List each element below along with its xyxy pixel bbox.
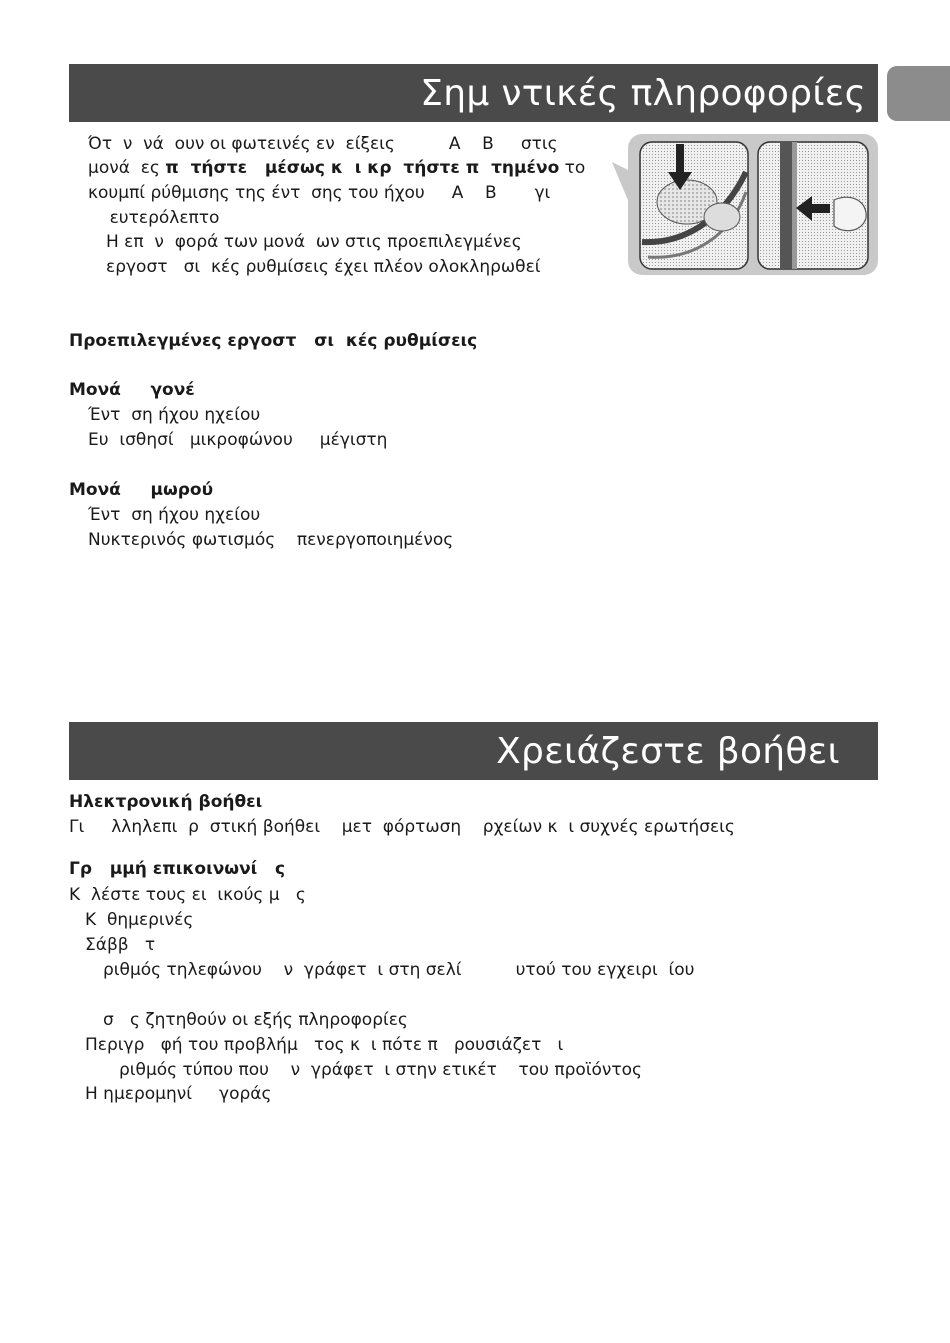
- intro-line-3: κουμπί ρύθμισης της έντ σης του ήχου Α Β γι: [88, 183, 551, 203]
- hotline-line: Κ θημερινές: [85, 910, 194, 930]
- defaults-heading: Προεπιλεγμένες εργοστ σι κές ρυθμίσεις: [69, 331, 478, 351]
- intro-line-2: [88, 158, 585, 178]
- reset-illustration: [612, 132, 882, 277]
- section-title-banner: [69, 64, 878, 122]
- hotline-line: ριθμός τύπου που ν γράφετ ι στην ετικέτ του προϊόντος: [119, 1060, 643, 1080]
- intro-line-2-end: το: [559, 158, 586, 178]
- left-panel: [640, 142, 748, 269]
- side-tab-marker: [887, 66, 950, 121]
- parent-unit-item-2: Ευ ισθησί μικροφώνου μέγιστη: [88, 430, 388, 450]
- online-help-heading: Ηλεκτρονική βοήθει: [69, 792, 263, 812]
- baby-unit-heading: Μονά μωρού: [69, 480, 214, 500]
- hotline-line: Κ λέστε τους ει ικούς μ ς: [69, 885, 306, 905]
- section-title-help: Χρειάζεστε βοήθει: [496, 730, 840, 772]
- intro-line-2-bold: π τήστε μέσως κ ι κρ τήστε π τημένο: [165, 158, 560, 178]
- baby-unit-item-1: Έντ ση ήχου ηχείου: [88, 505, 261, 525]
- intro-line-5: Η επ ν φορά των μονά ων στις προεπιλεγμένες: [106, 232, 522, 252]
- section-title-banner-help: [69, 722, 878, 780]
- hotline-line: σ ς ζητηθούν οι εξής πληροφορίες: [103, 1010, 408, 1030]
- parent-unit-item-1: Έντ ση ήχου ηχείου: [88, 405, 261, 425]
- hotline-line: Η ημερομηνί γοράς: [85, 1084, 272, 1104]
- section-title: Σημ ντικές πληροφορίες: [420, 72, 866, 114]
- intro-line-2-text: μονά ες: [88, 158, 166, 178]
- right-panel: [758, 142, 868, 269]
- intro-line-1: Ότ ν νά ουν οι φωτεινές εν είξεις Α Β στις: [88, 134, 558, 154]
- hotline-line: Σάββ τ: [85, 935, 156, 955]
- online-help-text: Γι λληλεπι ρ στική βοήθει μετ φόρτωση ρχείων κ ι συχνές ερωτήσεις: [69, 817, 735, 837]
- hotline-line: ριθμός τηλεφώνου ν γράφετ ι στη σελί υτού του εγχειρι ίου: [103, 960, 695, 980]
- hotline-line: Περιγρ φή του προβλήμ τος κ ι πότε π ρουσιάζετ ι: [85, 1035, 564, 1055]
- parent-unit-heading: Μονά γονέ: [69, 380, 195, 400]
- intro-line-4: ευτερόλεπτο: [88, 208, 220, 228]
- hotline-heading: Γρ μμή επικοινωνί ς: [69, 859, 286, 879]
- baby-unit-item-2: Νυκτερινός φωτισμός πενεργοποιημένος: [88, 530, 454, 550]
- intro-line-6: εργοστ σι κές ρυθμίσεις έχει πλέον ολοκληρωθεί: [106, 257, 541, 277]
